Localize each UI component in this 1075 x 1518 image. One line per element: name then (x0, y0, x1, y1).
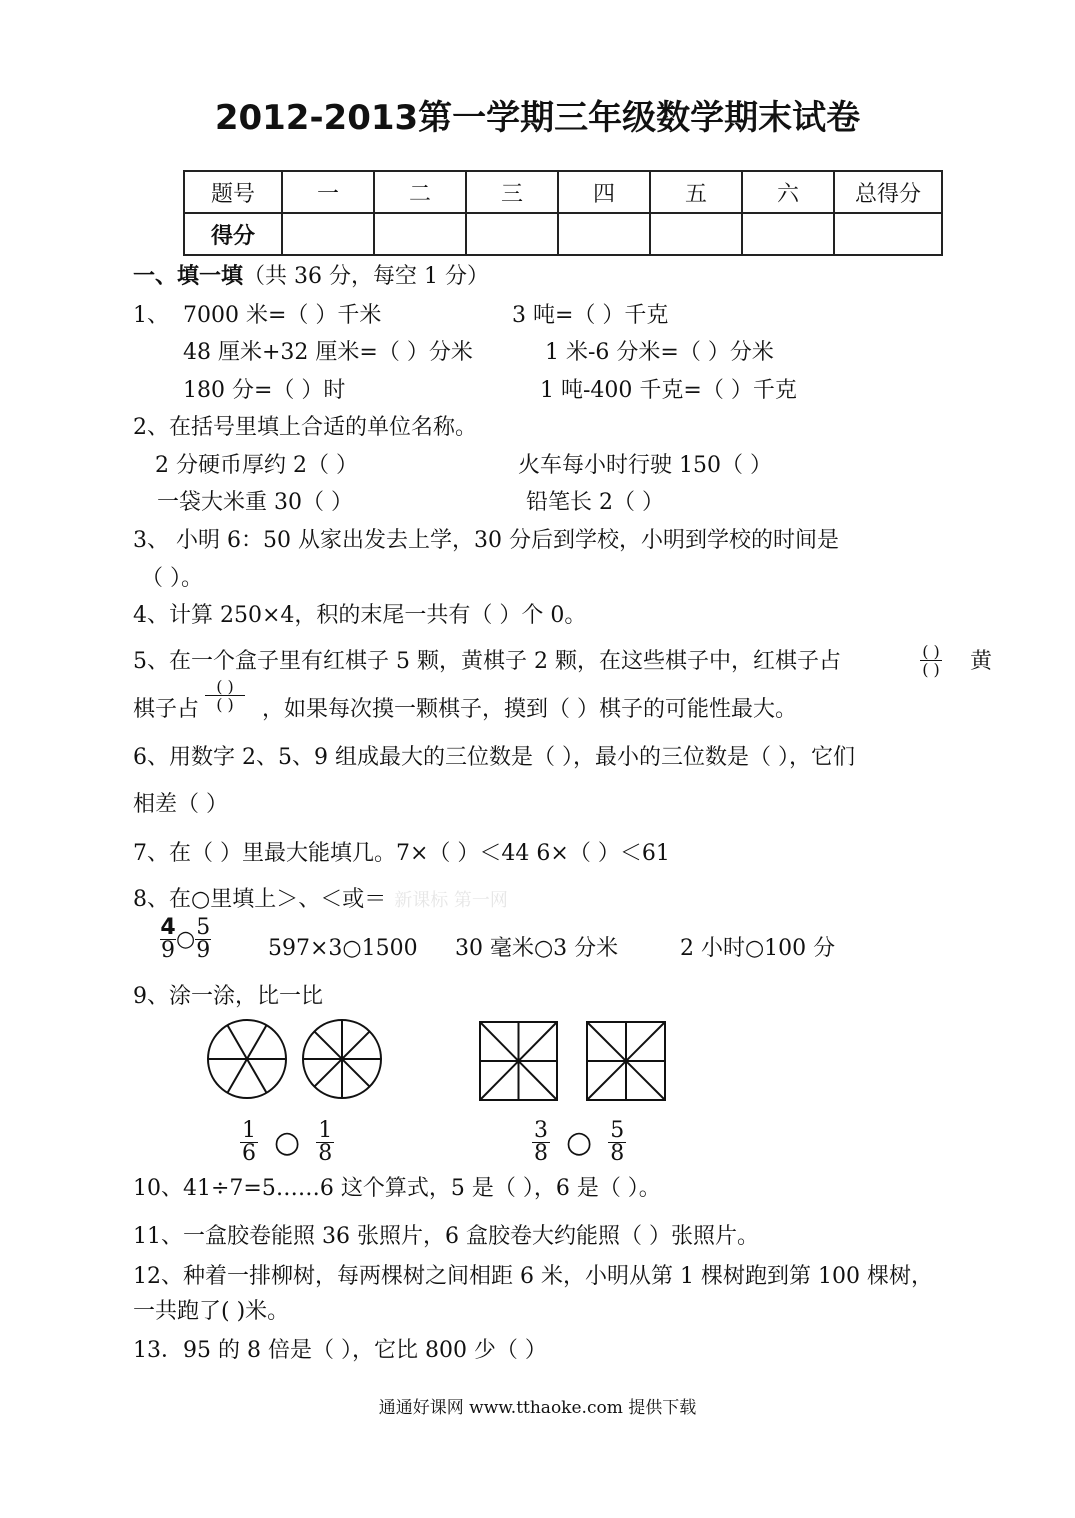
question-text: 相差（ ） (133, 792, 228, 817)
fraction-denominator: 9 (161, 938, 175, 963)
question-item: 48 厘米+32 厘米=（ ）分米 (183, 340, 473, 365)
fraction-blank (920, 643, 942, 678)
question-text: 棋子占 (133, 697, 200, 722)
score-cell[interactable] (374, 213, 466, 255)
fraction-denominator: 8 (318, 1141, 333, 1166)
fraction-denominator: 9 (196, 938, 211, 963)
question-text: 黄 (970, 649, 993, 674)
compare-circle: ○ (176, 927, 196, 952)
score-cell[interactable] (650, 213, 742, 255)
fraction-compare (532, 1120, 626, 1165)
score-cell[interactable] (558, 213, 650, 255)
question-text: 13．95 的 8 倍是（ ），它比 800 少（ ） (133, 1338, 547, 1363)
fraction-numerator: 3 (534, 1118, 548, 1143)
question-text: 3、 小明 6：50 从家出发去上学，30 分后到学校，小明到学校的时间是 (133, 528, 839, 553)
question-text: ，如果每次摸一颗棋子，摸到（ ）棋子的可能性最大。 (262, 697, 797, 722)
table-header-cell: 二 (374, 171, 466, 213)
question-text (133, 885, 508, 916)
fraction-denominator: 6 (242, 1141, 256, 1166)
fraction-numerator: ( ) (922, 642, 940, 661)
question-item: 7000 米=（ ）千米 (183, 303, 382, 328)
compare-circle[interactable]: ○ (274, 1125, 301, 1160)
fraction-blank (205, 678, 245, 713)
circle-sixths-shape[interactable] (208, 1020, 286, 1098)
fraction-denominator: ( ) (922, 660, 940, 679)
score-table-header-row (184, 171, 942, 213)
question-item: 铅笔长 2（ ） (526, 490, 664, 515)
score-cell[interactable] (466, 213, 558, 255)
footer-text: 通通好课网 www.tthaoke.com 提供下载 (378, 1398, 697, 1418)
question-text: 一共跑了( )米。 (133, 1299, 290, 1324)
fraction (316, 1120, 334, 1165)
question-item: 一袋大米重 30（ ） (157, 490, 353, 515)
question-text: 2、在括号里填上合适的单位名称。 (133, 415, 477, 440)
question-item: 3 吨=（ ）千克 (512, 303, 669, 328)
table-header-cell: 六 (742, 171, 834, 213)
fraction-compare (240, 1120, 334, 1165)
fraction-denominator: ( ) (216, 695, 234, 714)
score-cell[interactable] (742, 213, 834, 255)
circle-eighths-shape[interactable] (303, 1020, 381, 1098)
table-header-cell: 四 (558, 171, 650, 213)
watermark-text: 新课标 第一网 (394, 890, 508, 911)
score-cell[interactable] (834, 213, 942, 255)
question-item: 2 分硬币厚约 2（ ） (155, 453, 358, 478)
shape-figures (200, 1014, 700, 1114)
question-item: 2 小时○100 分 (680, 936, 836, 961)
fraction (160, 917, 176, 962)
fraction (195, 917, 211, 962)
question-item: 1 米-6 分米=（ ）分米 (545, 340, 774, 365)
question-item: 30 毫米○3 分米 (455, 936, 619, 961)
question-item: 火车每小时行驶 150（ ） (518, 453, 772, 478)
table-header-cell: 题号 (184, 171, 282, 213)
compare-circle[interactable]: ○ (566, 1125, 593, 1160)
question-item: 1 吨-400 千克=（ ）千克 (540, 378, 797, 403)
question-text: 5、在一个盒子里有红棋子 5 颗，黄棋子 2 颗，在这些棋子中，红棋子占 (133, 649, 841, 674)
score-table-score-row (184, 213, 942, 255)
fraction-numerator: ( ) (216, 677, 234, 696)
fraction-numerator: 5 (196, 915, 211, 940)
square-eighths-shape[interactable] (587, 1022, 665, 1100)
fraction-numerator: 4 (160, 915, 176, 940)
question-text: 6、用数字 2、5、9 组成最大的三位数是（ ），最小的三位数是（ ），它们 (133, 745, 855, 770)
section-heading-note: （共 36 分，每空 1 分） (243, 264, 489, 289)
question-text: （ ）。 (141, 566, 203, 591)
table-header-cell: 五 (650, 171, 742, 213)
page-title: 2012-2013第一学期三年级数学期末试卷 (214, 98, 861, 138)
fraction-denominator: 8 (534, 1141, 548, 1166)
question-text: 10、41÷7=5……6 这个算式，5 是（ ），6 是（ ）。 (133, 1176, 661, 1201)
question-item: 180 分=（ ）时 (183, 378, 346, 403)
fraction (920, 643, 942, 678)
section-heading (133, 262, 489, 292)
table-row-label: 得分 (184, 213, 282, 255)
question-text: 7、在（ ）里最大能填几。7×（ ）＜44 6×（ ）＜61 (133, 841, 670, 866)
score-cell[interactable] (282, 213, 374, 255)
fraction-compare (160, 917, 211, 962)
question-text: 9、涂一涂，比一比 (133, 984, 323, 1009)
question-item: 597×3○1500 (268, 936, 418, 961)
fraction-numerator: 5 (610, 1118, 625, 1143)
question-text: 12、种着一排柳树，每两棵树之间相距 6 米，小明从第 1 棵树跑到第 100 棵树， (133, 1264, 933, 1289)
score-table (183, 170, 943, 256)
square-eighths-shape[interactable] (480, 1022, 557, 1100)
question-number: 1、 (133, 303, 169, 328)
fraction (532, 1120, 550, 1165)
question-text: 11、一盒胶卷能照 36 张照片，6 盒胶卷大约能照（ ）张照片。 (133, 1224, 759, 1249)
fraction-numerator: 1 (242, 1118, 256, 1143)
question-text-body: 8、在○里填上＞、＜或＝ (133, 887, 387, 912)
table-header-cell: 三 (466, 171, 558, 213)
section-heading-title: 一、填一填 (133, 264, 244, 289)
table-header-cell: 一 (282, 171, 374, 213)
fraction (205, 678, 245, 713)
table-header-cell: 总得分 (834, 171, 942, 213)
fraction-denominator: 8 (610, 1141, 625, 1166)
question-text: 4、计算 250×4，积的末尾一共有（ ）个 0。 (133, 603, 587, 628)
fraction (608, 1120, 626, 1165)
fraction-numerator: 1 (318, 1118, 333, 1143)
fraction (240, 1120, 258, 1165)
